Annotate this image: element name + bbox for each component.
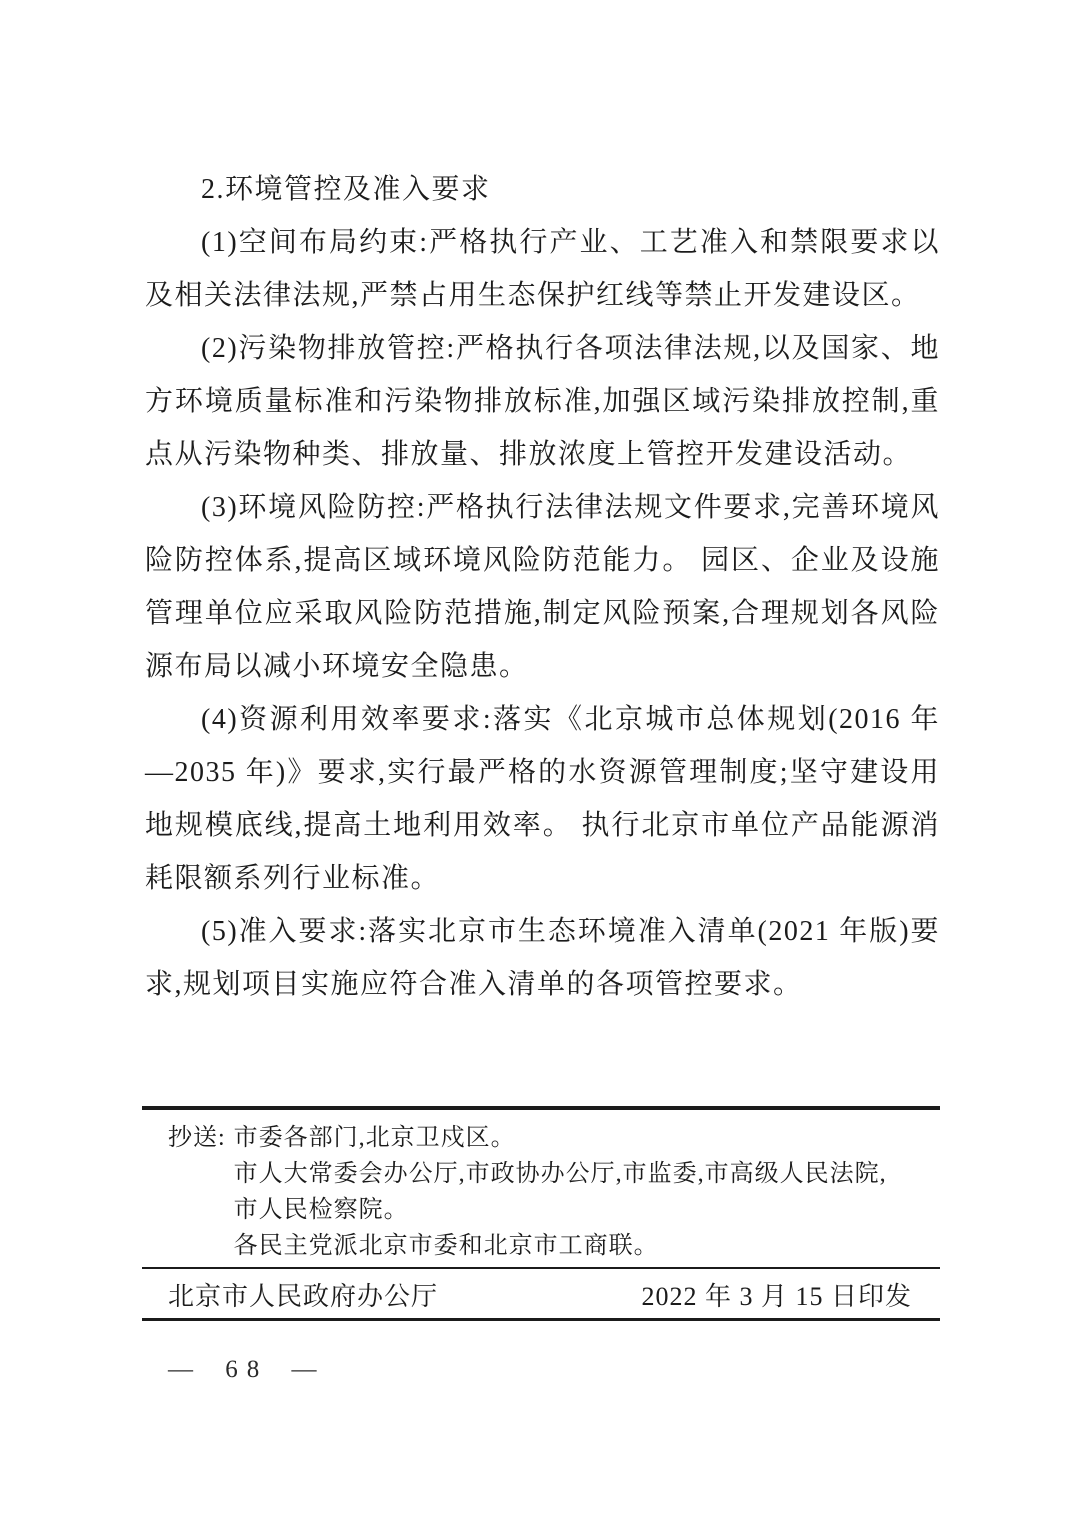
copy-to-line-3: 市人民检察院。 <box>233 1197 409 1223</box>
publisher-row <box>142 1281 940 1313</box>
body-paragraph-3: (3)环境风险防控:严格执行法律法规文件要求,完善环境风险防控体系,提高区域环境风险防范能力。 园区、企业及设施管理单位应采取风险防范措施,制定风险预案,合理规划各风险源布局以减小环境安全隐患。 <box>145 492 940 682</box>
issuing-office: 北京市人民政府办公厅 <box>168 1282 439 1311</box>
copy-to-line-1: 市委各部门,北京卫戍区。 <box>233 1125 516 1151</box>
copy-to-block <box>168 1120 940 1264</box>
footer-divider-middle <box>142 1267 940 1269</box>
document-body <box>145 163 940 1011</box>
copy-to-label: 抄送: <box>168 1125 226 1151</box>
footer-divider-top <box>142 1106 940 1110</box>
copy-to-list <box>234 1120 887 1264</box>
section-heading: 2.环境管控及准入要求 <box>201 174 491 205</box>
body-paragraph-5: (5)准入要求:落实北京市生态环境准入清单(2021 年版)要求,规划项目实施应符合准入清单的各项管控要求。 <box>145 916 940 1000</box>
body-paragraph-2: (2)污染物排放管控:严格执行各项法律法规,以及国家、地方环境质量标准和污染物排放标准,加强区域污染排放控制,重点从污染物种类、排放量、排放浓度上管控开发建设活动。 <box>145 333 940 470</box>
footer-divider-bottom <box>142 1318 940 1321</box>
body-paragraph-1: (1)空间布局约束:严格执行产业、工艺准入和禁限要求以及相关法律法规,严禁占用生态保护红线等禁止开发建设区。 <box>145 227 940 311</box>
copy-to-line-2: 市人大常委会办公厅,市政协办公厅,市监委,市高级人民法院, <box>233 1161 887 1187</box>
page-number: — 68 — <box>168 1356 326 1383</box>
body-paragraph-4: (4)资源利用效率要求:落实《北京城市总体规划(2016 年—2035 年)》要求,实行最严格的水资源管理制度;坚守建设用地规模底线,提高土地利用效率。 执行北京市单位产品能源消耗限额系列行业标准。 <box>145 704 940 894</box>
copy-to-line-4: 各民主党派北京市委和北京市工商联。 <box>233 1233 659 1259</box>
print-date: 2022 年 3 月 15 日印发 <box>641 1282 912 1311</box>
